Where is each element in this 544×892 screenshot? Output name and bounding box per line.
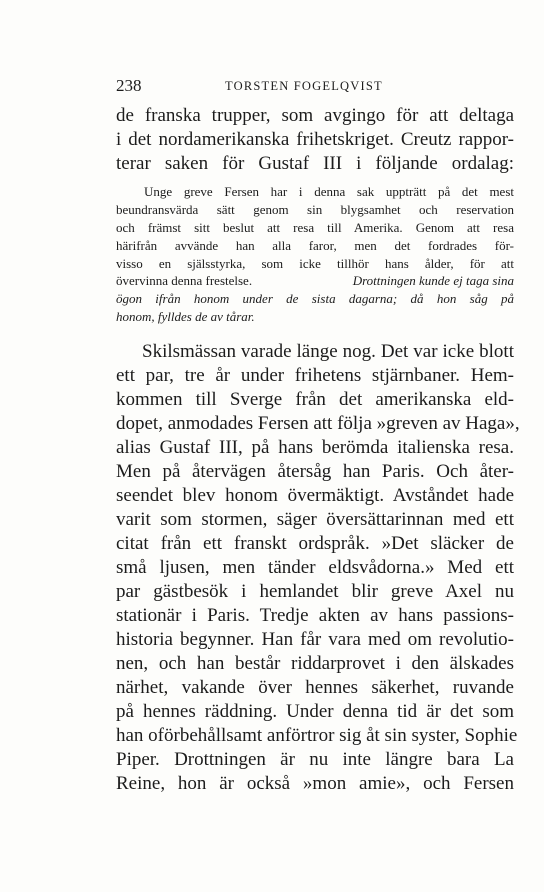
body-line: historia begynner. Han får vara med om revolutio- xyxy=(116,629,514,650)
body-line: på hennes räddning. Under denna tid är det som xyxy=(116,701,514,722)
body-line: kommen till Sverge från det amerikanska eld- xyxy=(116,389,514,410)
body-line: Men på återvägen återsåg han Paris. Och åter- xyxy=(116,461,514,482)
body-line: små ljusen, men tänder eldsvådorna.» Med ett xyxy=(116,557,514,578)
body-line: de franska trupper, som avgingo för att deltaga xyxy=(116,105,514,126)
body-line: i det nordamerikanska frihetskriget. Creutz rappor- xyxy=(116,129,514,150)
body-line: seendet blev honom övermäktigt. Avståndet hade xyxy=(116,485,514,506)
body-line: par gästbesök i hemlandet blir greve Axel nu xyxy=(116,581,514,602)
body-line: närhet, vakande över hennes säkerhet, ruvande xyxy=(116,677,514,698)
page-number: 238 xyxy=(116,76,142,95)
quote-line: visso en själsstyrka, som icke tillhör hans ålder, för att xyxy=(116,256,514,271)
body-line: Piper. Drottningen är nu inte längre bara La xyxy=(116,749,514,770)
quote-line: honom, fylldes de av tårar. xyxy=(116,309,255,324)
quote-line xyxy=(116,273,514,289)
quote-line: och främst sitt beslut att resa till Amerika. Genom att resa xyxy=(116,220,514,235)
body-line: Skilsmässan varade länge nog. Det var icke blott xyxy=(142,341,514,362)
body-line: alias Gustaf III, på hans berömda italienska resa. xyxy=(116,437,514,458)
body-line: stationär i Paris. Tredje akten av hans passions- xyxy=(116,605,514,626)
quote-line: Unge greve Fersen har i denna sak uppträtt på det mest xyxy=(144,184,514,199)
body-line: ett par, tre år under frihetens stjärnbaner. Hem- xyxy=(116,365,514,386)
body-line: terar saken för Gustaf III i följande ordalag: xyxy=(116,153,514,174)
quote-line: härifrån avvände han alla faror, men det fordrades för- xyxy=(116,238,514,253)
body-line: citat från ett franskt ordspråk. »Det släcker de xyxy=(116,533,514,554)
body-line: nen, och han består riddarprovet i den älskades xyxy=(116,653,514,674)
body-line: dopet, anmodades Fersen att följa »greven av Haga», xyxy=(116,413,520,434)
body-line: han oförbehållsamt anförtror sig åt sin syster, Sophie xyxy=(116,725,518,746)
quote-roman-text: övervinna denna frestelse. xyxy=(116,273,253,288)
quote-line: beundransvärda sätt genom sin blygsamhet och reservation xyxy=(116,202,514,217)
quote-italic-text: Drottningen kunde ej taga sina xyxy=(352,273,514,288)
running-head: TORSTEN FOGELQVIST xyxy=(225,79,383,93)
page-header xyxy=(116,76,514,100)
body-line: varit som stormen, säger översättarinnan med ett xyxy=(116,509,514,530)
body-line: Reine, hon är också »mon amie», och Fersen xyxy=(116,773,514,794)
quote-line: ögon ifrån honom under de sista dagarna; då hon såg på xyxy=(116,291,514,306)
